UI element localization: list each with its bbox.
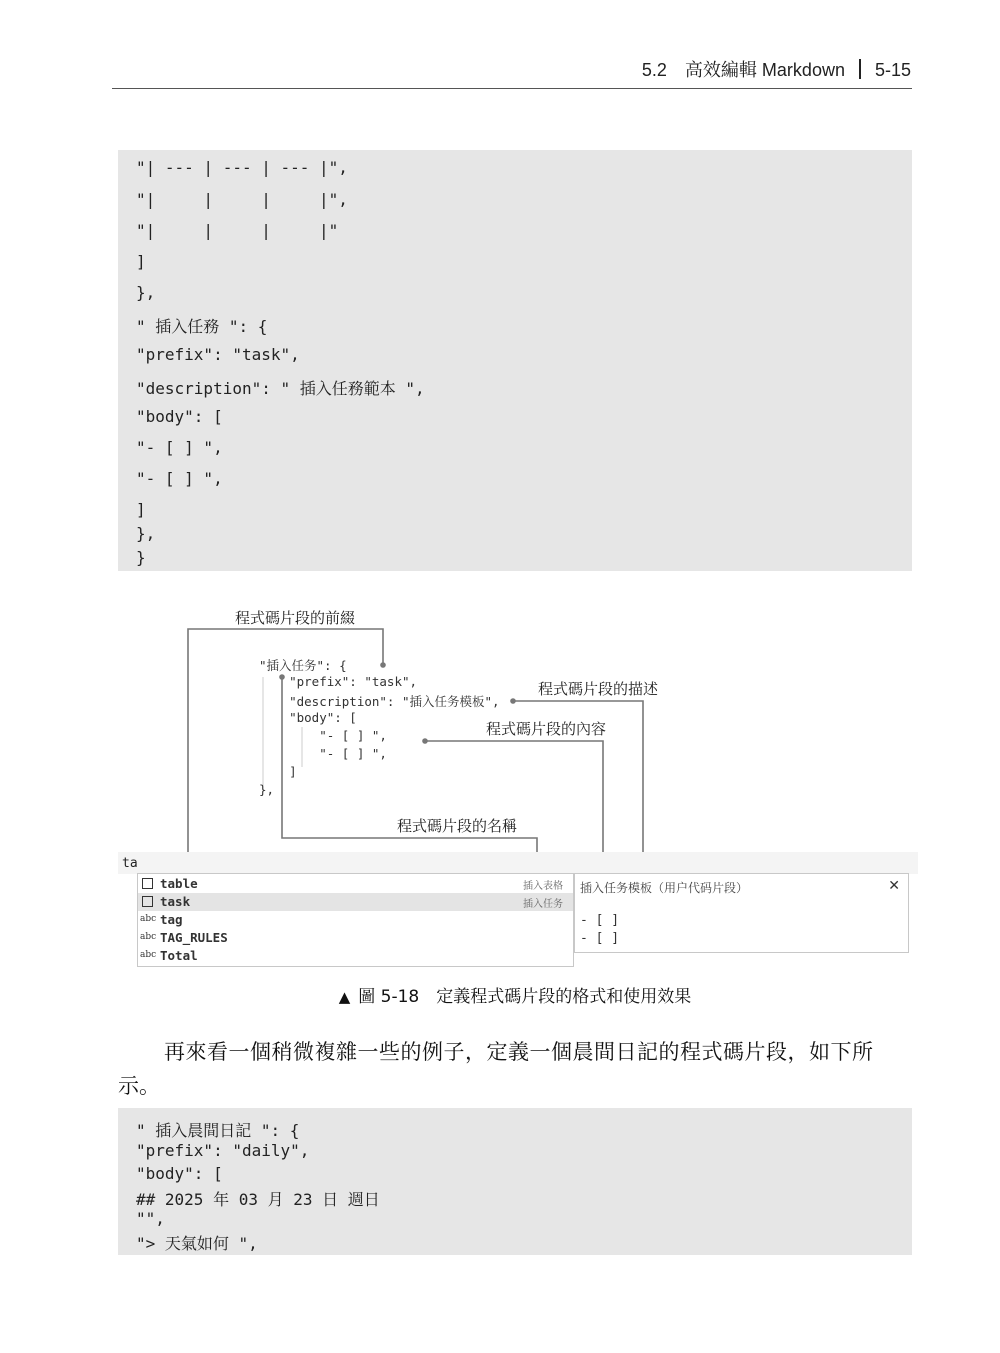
autocomplete-item-total[interactable]	[138, 947, 573, 965]
body-dot	[422, 738, 428, 744]
body-paragraph-line-2: 示。	[118, 1074, 160, 1098]
annotation-body: 程式碼片段的內容	[486, 720, 607, 738]
snippet-code-line: "body": [	[259, 710, 357, 725]
triangle-icon: ▲	[338, 988, 351, 1006]
code-line: ## 2025 年 03 月 23 日 週日	[136, 1190, 380, 1209]
code-line: "",	[136, 1209, 165, 1228]
text-abc-icon: abc	[140, 932, 157, 942]
close-icon[interactable]: ✕	[888, 878, 900, 894]
item-label: tag	[160, 912, 183, 927]
snippet-code-line: ]	[259, 764, 297, 779]
code-line: "| | | |",	[136, 190, 348, 209]
section-title: 5.2 高效編輯 Markdown	[641, 60, 845, 80]
figure-caption	[0, 982, 1000, 1007]
code-line: "| | | |"	[136, 221, 339, 240]
item-detail: 插入任务	[523, 899, 563, 910]
code-line: "body": [	[136, 407, 223, 426]
editor-line-highlight	[118, 852, 918, 874]
code-line: " 插入任務 ": {	[136, 317, 268, 336]
item-label: Total	[160, 948, 198, 963]
autocomplete-item-task[interactable]	[138, 893, 573, 911]
code-line: "- [ ] ",	[136, 438, 223, 457]
snippet-code-line: },	[259, 782, 275, 797]
item-label: task	[160, 894, 191, 909]
code-block-2	[118, 1108, 912, 1255]
snippet-code-line: "prefix": "task",	[259, 674, 418, 689]
snippet-code-line: "- [ ] ",	[259, 746, 387, 761]
editor-typed-text[interactable]: ta	[122, 856, 138, 871]
code-line: },	[136, 524, 156, 543]
page-number: 5-15	[874, 60, 911, 80]
prefix-dot	[380, 662, 386, 668]
details-body-line: - [ ]	[580, 931, 620, 946]
code-line: }	[136, 548, 146, 567]
details-body-line: - [ ]	[580, 913, 620, 928]
snippet-icon	[142, 878, 153, 889]
details-title: 插入任务模板（用户代码片段）	[580, 881, 749, 895]
snippet-icon	[142, 896, 153, 907]
code-line: "prefix": "task",	[136, 345, 300, 364]
caption-text: 圖 5-18 定義程式碼片段的格式和使用效果	[358, 987, 692, 1007]
snippet-code-line: "description": "插入任务模板",	[259, 694, 500, 709]
code-line: "> 天氣如何 ",	[136, 1234, 258, 1253]
code-line: "| --- | --- | --- |",	[136, 158, 348, 177]
code-line: "body": [	[136, 1164, 223, 1183]
autocomplete-item-tag[interactable]	[138, 911, 573, 929]
autocomplete-item-tag-rules[interactable]	[138, 929, 573, 947]
autocomplete-list[interactable]	[137, 873, 574, 967]
item-label: TAG_RULES	[160, 930, 228, 945]
snippet-code-line: "- [ ] ",	[259, 728, 387, 743]
text-abc-icon: abc	[140, 914, 157, 924]
annotation-description: 程式碼片段的描述	[538, 680, 659, 698]
description-dot	[510, 698, 516, 704]
item-label: table	[160, 876, 198, 891]
code-line: ]	[136, 500, 146, 519]
item-detail: 插入表格	[523, 881, 563, 892]
code-line: "prefix": "daily",	[136, 1141, 310, 1160]
body-paragraph-line-1: 再來看一個稍微複雜一些的例子，定義一個晨間日記的程式碼片段，如下所	[164, 1040, 874, 1064]
code-line: ]	[136, 252, 146, 271]
code-line: "- [ ] ",	[136, 469, 223, 488]
annotation-prefix: 程式碼片段的前綴	[235, 609, 356, 627]
code-line: "description": " 插入任務範本 ",	[136, 379, 425, 398]
code-line: },	[136, 283, 156, 302]
code-line: " 插入晨間日記 ": {	[136, 1121, 300, 1140]
autocomplete-details-panel	[574, 873, 909, 953]
snippet-code-line: "插入任务": {	[259, 658, 347, 673]
annotation-name: 程式碼片段的名稱	[397, 817, 518, 835]
text-abc-icon: abc	[140, 950, 157, 960]
autocomplete-item-table[interactable]	[138, 875, 573, 893]
